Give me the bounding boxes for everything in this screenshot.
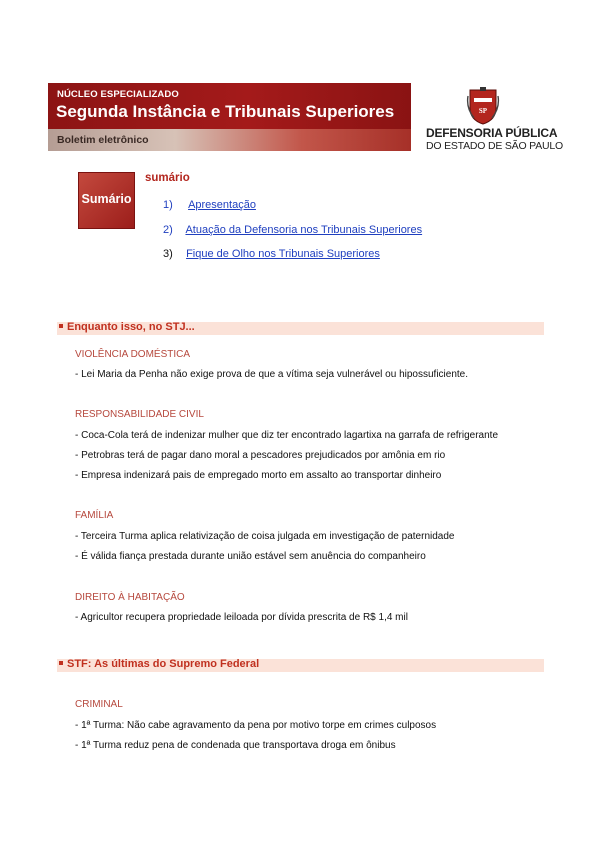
summary-badge-label: Sumário [81, 192, 132, 206]
news-item[interactable]: - 1ª Turma: Não cabe agravamento da pena por motivo torpe em crimes culposos [75, 720, 437, 731]
section-title [57, 658, 259, 670]
toc-item-1 [163, 199, 256, 211]
toc-item-2 [163, 224, 422, 236]
category-label: VIOLÊNCIA DOMÉSTICA [75, 349, 191, 360]
section-header-stf [57, 659, 544, 672]
brand-name: DEFENSORIA PÚBLICA [426, 126, 558, 140]
news-item[interactable]: - Terceira Turma aplica relativização de coisa julgada em investigação de paternidade [75, 531, 455, 542]
summary-heading: sumário [145, 172, 190, 184]
category-label: RESPONSABILIDADE CIVIL [75, 409, 204, 420]
news-item[interactable]: - 1ª Turma reduz pena de condenada que transportava droga em ônibus [75, 740, 396, 751]
bullet-icon [59, 661, 63, 665]
svg-text:SP: SP [478, 107, 488, 115]
section-title-text: STF: As últimas do Supremo Federal [67, 658, 260, 670]
category-label: DIREITO À HABITAÇÃO [75, 592, 185, 603]
section-title [57, 321, 195, 333]
toc-item-3 [163, 248, 380, 260]
news-item[interactable]: - Agricultor recupera propriedade leiloada por dívida prescrita de R$ 1,4 mil [75, 612, 408, 623]
toc-link-atuacao[interactable]: Atuação da Defensoria nos Tribunais Superiores [185, 224, 423, 236]
banner-kicker: NÚCLEO ESPECIALIZADO [57, 89, 179, 100]
sao-paulo-coat-of-arms-icon [466, 86, 500, 126]
section-header-stj [57, 322, 544, 335]
summary-badge [78, 172, 135, 229]
news-item[interactable]: - É válida fiança prestada durante união estável sem anuência do companheiro [75, 551, 426, 562]
toc-link-fique-de-olho[interactable]: Fique de Olho nos Tribunais Superiores [186, 248, 380, 260]
bullet-icon [59, 324, 63, 328]
brand-state: DO ESTADO DE SÃO PAULO [426, 140, 563, 152]
toc-link-apresentacao[interactable]: Apresentação [188, 199, 256, 211]
defensoria-logo [420, 86, 563, 152]
toc-number: 1) [163, 199, 173, 211]
banner-title: Segunda Instância e Tribunais Superiores [56, 102, 395, 121]
toc-number: 2) [163, 224, 173, 236]
category-label: CRIMINAL [75, 699, 123, 710]
section-title-text: Enquanto isso, no STJ... [67, 321, 195, 333]
news-item[interactable]: - Coca-Cola terá de indenizar mulher que diz ter encontrado lagartixa na garrafa de refrigerante [75, 430, 499, 441]
news-item[interactable]: - Empresa indenizará pais de empregado morto em assalto ao transportar dinheiro [75, 470, 442, 481]
header-banner [48, 83, 411, 151]
news-item[interactable]: - Petrobras terá de pagar dano moral a pescadores prejudicados por amônia em rio [75, 450, 446, 461]
banner-subtitle: Boletim eletrônico [57, 134, 149, 146]
category-label: FAMÍLIA [75, 510, 114, 521]
news-item[interactable]: - Lei Maria da Penha não exige prova de que a vítima seja vulnerável ou hipossuficiente. [75, 369, 469, 380]
toc-number: 3) [163, 248, 173, 260]
